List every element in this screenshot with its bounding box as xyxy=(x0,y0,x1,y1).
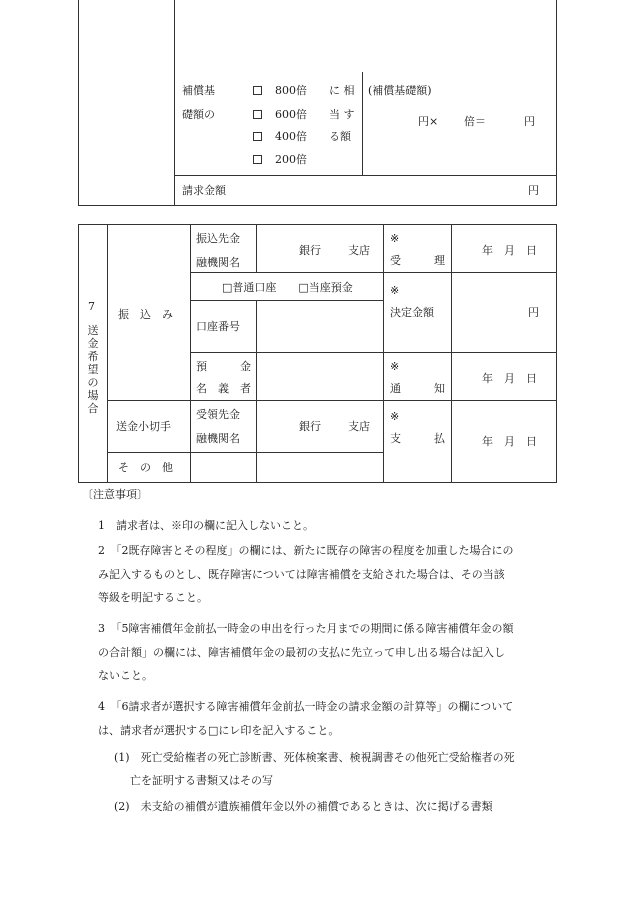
multiplier-option-600[interactable]: 600倍 xyxy=(253,108,307,122)
checkbox-icon[interactable] xyxy=(253,132,262,141)
receipt-mark: ※ xyxy=(390,232,400,245)
branch-name-field[interactable]: 支店 xyxy=(348,244,370,257)
col-divider-3c xyxy=(256,400,257,483)
checkbox-icon[interactable] xyxy=(253,86,262,95)
remittance-check-label: 送金小切手 xyxy=(116,420,171,433)
basis-heading: (補償基礎額) xyxy=(368,84,432,97)
payment-date: 年 月 日 xyxy=(482,435,537,448)
note-line: (1) 死亡受給権者の死亡診断書、死体検案書、検視調書その他死亡受給権者の死 xyxy=(114,751,515,764)
notice-mark: ※ xyxy=(390,360,400,373)
note-line: ないこと。 xyxy=(98,669,153,682)
note-line: は、請求者が選択する□にレ印を記入すること。 xyxy=(98,724,340,737)
other-label: そ の 他 xyxy=(118,461,173,474)
account-holder-input[interactable] xyxy=(257,353,383,400)
row-divider-right-1 xyxy=(383,272,557,273)
decision-amount-label: 決定金額 xyxy=(390,306,434,319)
note-line: 2 「2既存障害とその程度」の欄には、新たに既存の障害の程度を加重した場合にの xyxy=(98,544,514,557)
row-divider-transfer xyxy=(107,400,383,401)
decision-amount-yen: 円 xyxy=(528,306,539,319)
check-branch-field[interactable]: 支店 xyxy=(348,420,370,433)
account-type-options[interactable]: □普通口座 □当座預金 xyxy=(222,281,353,294)
basis-label-line-1: 補償基 xyxy=(182,84,215,97)
account-number-input[interactable] xyxy=(257,301,383,352)
payment-label: 支 払 xyxy=(390,432,445,445)
checkbox-icon[interactable] xyxy=(253,110,262,119)
row-divider-right-2 xyxy=(383,352,557,353)
account-number-label: 口座番号 xyxy=(196,320,240,333)
row-divider-right-3 xyxy=(383,400,557,401)
notice-label: 通 知 xyxy=(390,382,445,395)
formula-yen: 円× xyxy=(418,115,439,128)
bank-label-line-2: 融機関名 xyxy=(196,256,240,269)
formula-times: 倍＝ xyxy=(464,115,486,128)
note-line: 3 「5障害補償年金前払一時金の申出を行った月までの期間に係る障害補償年金の額 xyxy=(98,622,514,635)
col-divider-1 xyxy=(107,224,108,483)
notice-date: 年 月 日 xyxy=(482,372,537,385)
row-divider-check xyxy=(107,452,383,453)
decision-mark: ※ xyxy=(390,284,400,297)
note-line: 亡を証明する書類又はその写 xyxy=(130,774,273,787)
top-table-bottom-border xyxy=(78,205,557,206)
holder-label-line-2: 名 義 者 xyxy=(196,382,251,395)
basis-column-divider xyxy=(362,72,363,175)
claim-amount-yen: 円 xyxy=(528,184,539,197)
remittance-table xyxy=(78,224,558,483)
claim-row-divider xyxy=(174,175,557,176)
multiplier-option-400[interactable]: 400倍 xyxy=(253,130,307,144)
col-divider-2 xyxy=(190,224,191,483)
checkbox-icon[interactable] xyxy=(253,155,262,164)
section-title: 送 金 希 望 の 場 合 xyxy=(87,324,99,415)
equiv-label-2: 当 す xyxy=(329,108,355,121)
section-number: 7 xyxy=(88,300,95,313)
col-divider-3 xyxy=(256,224,257,272)
top-table-left-border xyxy=(78,0,79,206)
note-line: 等級を明記すること。 xyxy=(98,591,208,604)
holder-label-line-1: 預 金 xyxy=(196,360,251,373)
row-divider-bank xyxy=(190,272,383,273)
receipt-label: 受 理 xyxy=(390,254,445,267)
check-bank-label-line-2: 融機関名 xyxy=(196,432,240,445)
check-bank-label-line-1: 受領先金 xyxy=(196,408,240,421)
check-bank-field[interactable]: 銀行 xyxy=(299,420,321,433)
col-divider-4 xyxy=(383,224,384,483)
bank-label-line-1: 振込先金 xyxy=(196,232,240,245)
equiv-label-1: に 相 xyxy=(329,84,355,97)
note-line: (2) 未支給の補償が遺族補償年金以外の補償であるときは、次に掲げる書類 xyxy=(114,800,493,813)
receipt-date: 年 月 日 xyxy=(482,244,537,257)
note-line: 1 請求者は、※印の欄に記入しないこと。 xyxy=(98,519,314,532)
basis-label-line-2: 礎額の xyxy=(182,108,215,121)
multiplier-option-800[interactable]: 800倍 xyxy=(253,84,307,98)
notes-heading: 〔注意事項〕 xyxy=(82,488,148,501)
col-divider-5 xyxy=(451,224,452,483)
note-line: の合計額」の欄には、障害補償年金の最初の支払に先立って申し出る場合は記入し xyxy=(98,646,505,659)
equiv-label-3: る額 xyxy=(329,130,351,143)
notes-section xyxy=(0,488,630,828)
multiplier-option-200[interactable]: 200倍 xyxy=(253,153,307,167)
formula-result-yen: 円 xyxy=(524,115,535,128)
note-line: み記入するものとし、既存障害については障害補償を支給された場合は、その当該 xyxy=(98,568,505,581)
note-line: 4 「6請求者が選択する障害補償年金前払一時金の請求金額の計算等」の欄について xyxy=(98,700,514,713)
transfer-label: 振 込 み xyxy=(118,308,173,321)
bank-name-field[interactable]: 銀行 xyxy=(299,244,321,257)
top-table xyxy=(78,0,558,206)
payment-mark: ※ xyxy=(390,410,400,423)
claim-amount-label: 請求金額 xyxy=(182,184,226,197)
